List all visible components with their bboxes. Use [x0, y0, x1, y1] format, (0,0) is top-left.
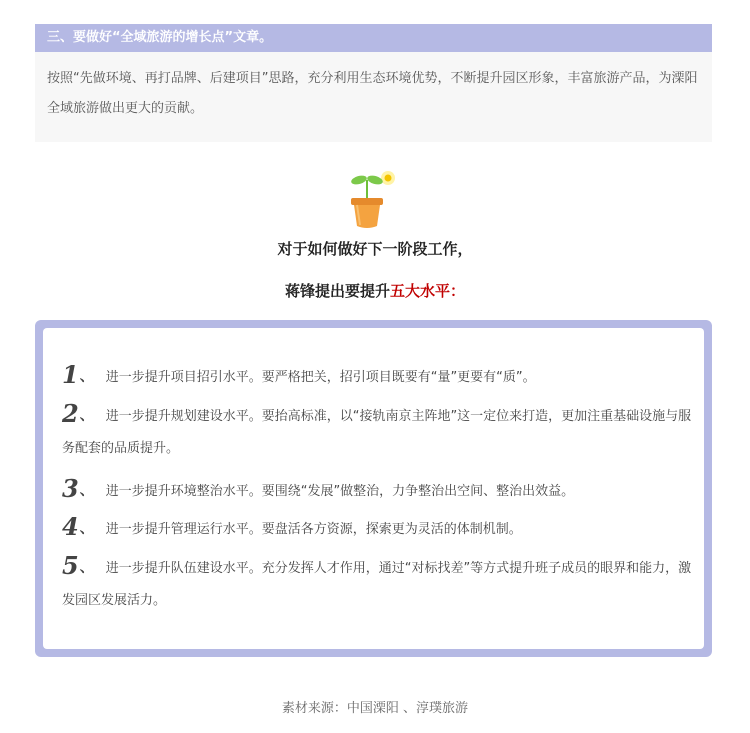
- item-separator: 、: [79, 483, 94, 499]
- intro-line-1: 对于如何做好下一阶段工作，: [277, 240, 473, 258]
- list-item: [62, 398, 692, 465]
- item-number: 3: [62, 474, 80, 503]
- list-item: [62, 550, 692, 617]
- list-item: [62, 359, 692, 394]
- intro-highlight: 五大水平：: [390, 282, 466, 300]
- item-number: 4: [62, 512, 80, 541]
- item-text: 进一步提升规划建设水平。要抬高标准，以“接轨南京主阵地”这一定位来打造，更加注重基础设施与服务配套的品质提升。: [62, 409, 692, 456]
- list-item: [62, 511, 692, 546]
- item-separator: 、: [79, 521, 94, 537]
- item-separator: 、: [79, 369, 94, 385]
- intro-line-2-prefix: 蒋锋提出要提升: [284, 282, 390, 300]
- item-separator: 、: [79, 560, 94, 576]
- item-text: 进一步提升管理运行水平。要盘活各方资源，探索更为灵活的体制机制。: [105, 522, 522, 537]
- item-text: 进一步提升环境整治水平。要围绕“发展”做整治，力争整治出空间、整治出效益。: [105, 484, 575, 499]
- sun-flower-icon: [381, 171, 395, 185]
- item-separator: 、: [79, 408, 94, 424]
- intro-line-2: [0, 280, 750, 301]
- section-body: 按照“先做环境、再打品牌、后建项目”思路，充分利用生态环境优势，不断提升园区形象，丰富旅游产品，为溧阳全域旅游做出更大的贡献。: [35, 52, 712, 142]
- item-number: 1: [62, 360, 80, 389]
- item-text: 进一步提升项目招引水平。要严格把关，招引项目既要有“量”更要有“质”。: [105, 370, 536, 385]
- source-credit: 素材来源：中国溧阳 、淳璞旅游: [281, 701, 469, 716]
- item-number: 2: [62, 399, 80, 428]
- item-number: 5: [62, 551, 80, 580]
- section-heading: 三、要做好“全域旅游的增长点”文章。: [35, 24, 712, 52]
- list-item: [62, 473, 692, 508]
- sprout-pot-icon: [345, 168, 401, 230]
- item-text: 进一步提升队伍建设水平。充分发挥人才作用，通过“对标找差”等方式提升班子成员的眼界和能力，激发园区发展活力。: [62, 561, 692, 608]
